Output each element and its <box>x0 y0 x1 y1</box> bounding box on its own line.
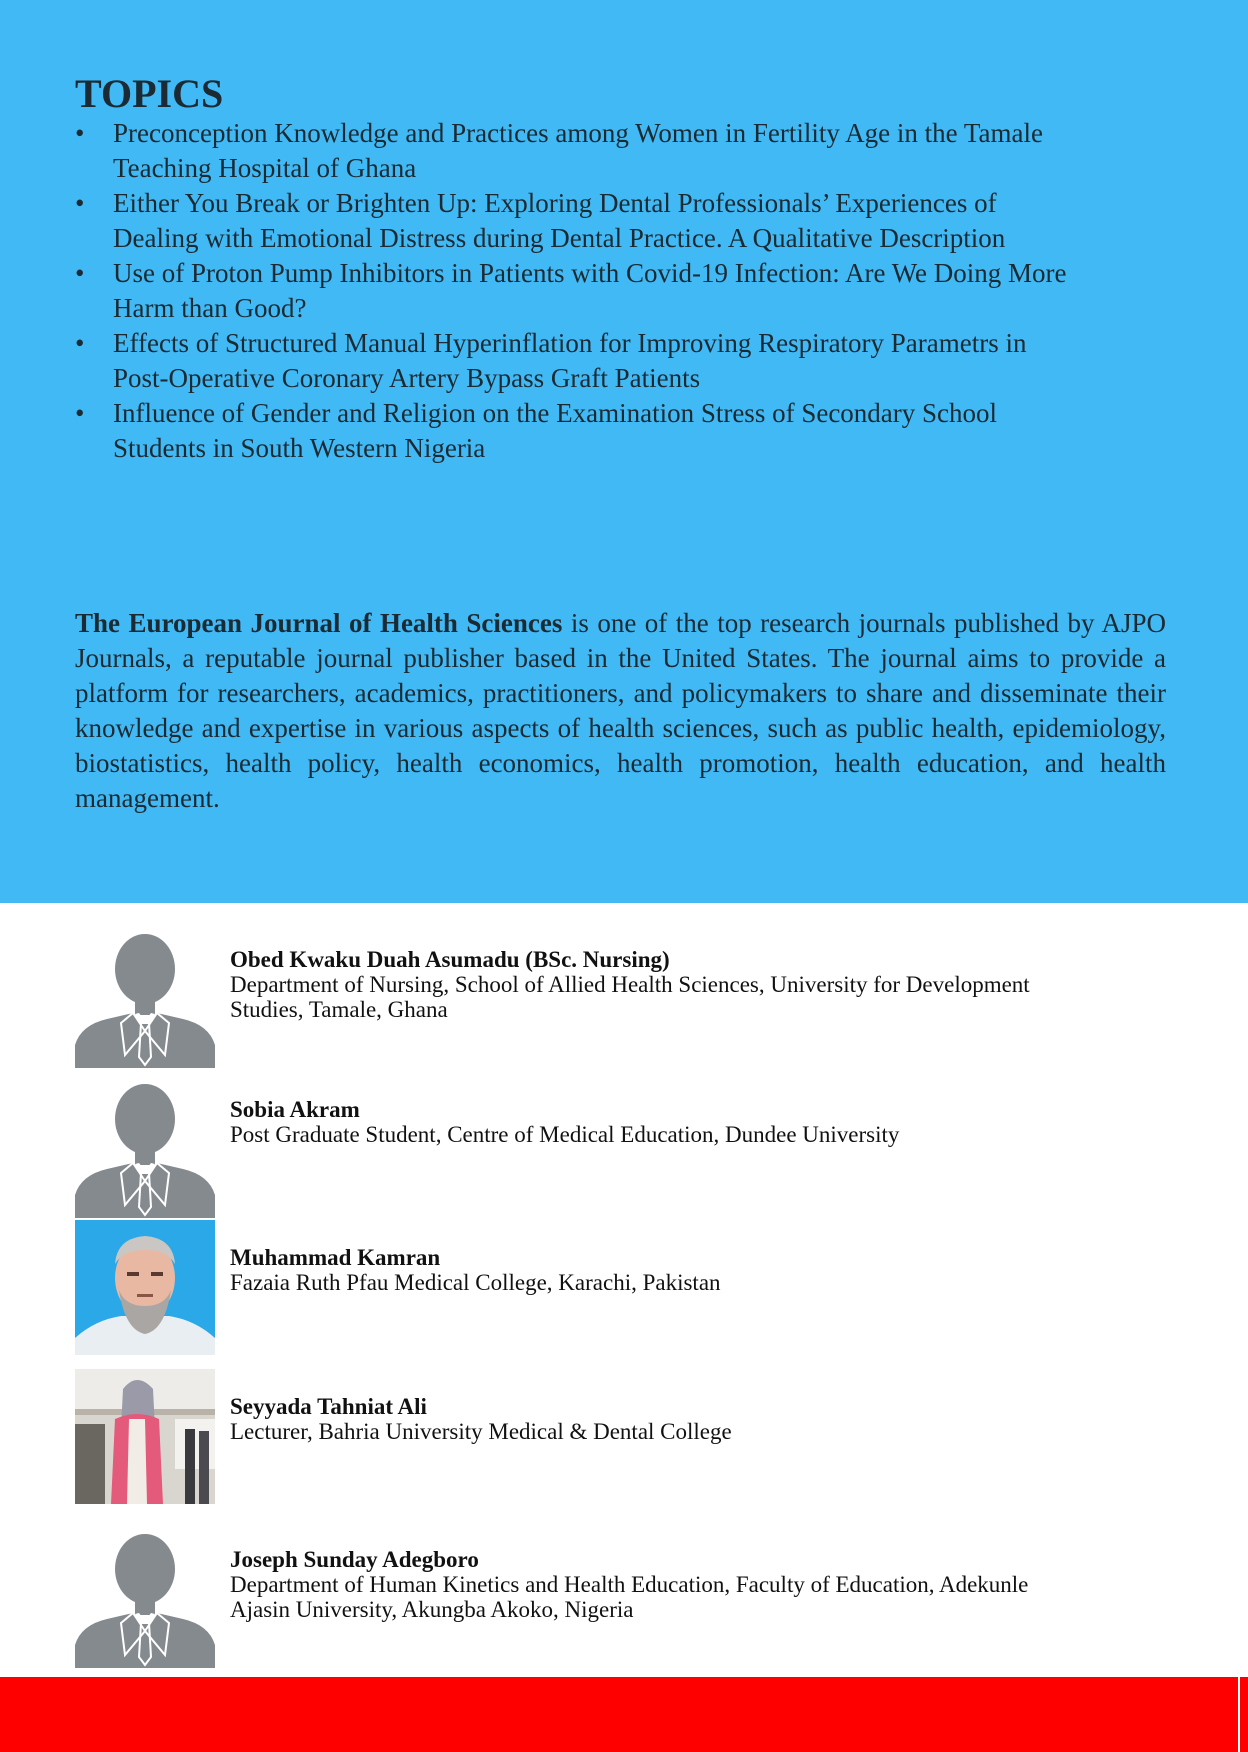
author-card <box>75 1220 1185 1355</box>
topic-line: Harm than Good? <box>113 293 307 323</box>
topic-item <box>75 116 1185 186</box>
topic-line: Either You Break or Brighten Up: Exploring Dental Professionals’ Experiences of <box>113 188 997 218</box>
bullet: • <box>75 188 85 218</box>
topic-item <box>75 256 1185 326</box>
author-affiliation: Ajasin University, Akungba Akoko, Nigeria <box>230 1597 634 1622</box>
author-affiliation: Department of Human Kinetics and Health Education, Faculty of Education, Adekunle <box>230 1572 1029 1597</box>
bottom-red-band <box>0 1677 1248 1752</box>
author-card <box>75 1533 1185 1668</box>
band-edge-divider <box>1238 1677 1240 1752</box>
topic-item <box>75 326 1185 396</box>
journal-description <box>75 606 1166 816</box>
topic-line: Influence of Gender and Religion on the Examination Stress of Secondary School <box>113 398 998 428</box>
silhouette-icon <box>75 1533 215 1668</box>
silhouette-icon <box>75 1083 215 1218</box>
author-affiliation: Department of Nursing, School of Allied Health Sciences, University for Development <box>230 972 1030 997</box>
author-affiliation: Studies, Tamale, Ghana <box>230 997 448 1022</box>
topics-list <box>75 116 1185 466</box>
topic-line: Students in South Western Nigeria <box>113 433 486 463</box>
author-card <box>75 1369 1185 1504</box>
author-affiliation: Post Graduate Student, Centre of Medical Education, Dundee University <box>230 1122 900 1147</box>
author-photo <box>75 1220 215 1355</box>
author-card <box>75 933 1185 1068</box>
author-name: Sobia Akram <box>230 1097 360 1122</box>
topics-heading: TOPICS <box>75 71 224 116</box>
topic-item <box>75 396 1185 466</box>
author-name: Muhammad Kamran <box>230 1245 441 1270</box>
author-affiliation: Lecturer, Bahria University Medical & Dental College <box>230 1419 732 1444</box>
author-name: Obed Kwaku Duah Asumadu (BSc. Nursing) <box>230 947 670 972</box>
author-photo <box>75 1369 215 1504</box>
silhouette-icon <box>75 933 215 1068</box>
bullet: • <box>75 118 85 148</box>
topic-line: Teaching Hospital of Ghana <box>113 153 417 183</box>
author-affiliation: Fazaia Ruth Pfau Medical College, Karachi, Pakistan <box>230 1270 721 1295</box>
bullet: • <box>75 328 85 358</box>
topic-line: Effects of Structured Manual Hyperinflation for Improving Respiratory Parametrs in <box>113 328 1027 358</box>
author-name: Joseph Sunday Adegboro <box>230 1547 479 1572</box>
topic-line: Preconception Knowledge and Practices among Women in Fertility Age in the Tamale <box>113 118 1043 148</box>
bullet: • <box>75 258 85 288</box>
journal-name: The European Journal of Health Sciences <box>75 608 563 638</box>
topic-line: Use of Proton Pump Inhibitors in Patients with Covid-19 Infection: Are We Doing More <box>113 258 1067 288</box>
topic-line: Post-Operative Coronary Artery Bypass Graft Patients <box>113 363 701 393</box>
journal-description-text: is one of the top research journals published by AJPO Journals, a reputable journal publisher based in the United States. The journal aims to provide a platform for researchers, academics, practitioners, and policymakers to share and disseminate their knowledge and expertise in various aspects of health sciences, such as public health, epidemiology, biostatistics, health policy, health economics, health promotion, health education, and health management. <box>75 608 1167 813</box>
topic-item <box>75 186 1185 256</box>
topic-line: Dealing with Emotional Distress during Dental Practice. A Qualitative Description <box>113 223 1006 253</box>
bullet: • <box>75 398 85 428</box>
author-card <box>75 1083 1185 1218</box>
author-name: Seyyada Tahniat Ali <box>230 1394 427 1419</box>
